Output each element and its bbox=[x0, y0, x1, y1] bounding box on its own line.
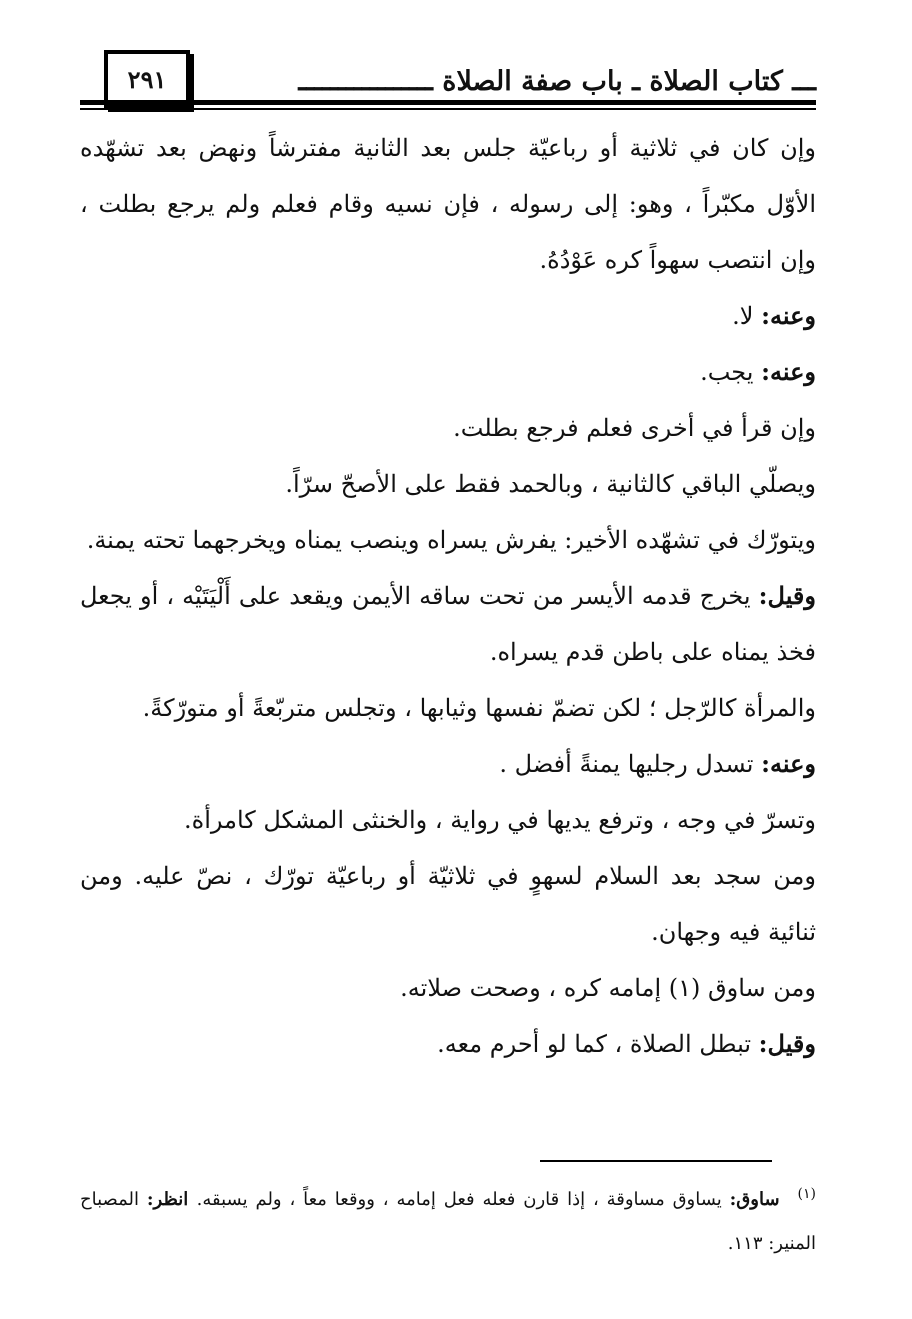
paragraph: ومن سجد بعد السلام لسهوٍ في ثلاثيّة أو رباعيّة تورّك ، نصّ عليه. ومن ثنائية فيه وجهان. bbox=[80, 862, 816, 946]
paragraph: والمرأة كالرّجل ؛ لكن تضمّ نفسها وثيابها ، وتجلس متربّعةً أو متورّكةً. bbox=[142, 694, 816, 722]
header-rule bbox=[80, 100, 816, 105]
footnote-lead: ساوق: bbox=[729, 1189, 780, 1210]
page-number: ٢٩١ bbox=[104, 50, 190, 108]
footnote-marker: (١) bbox=[797, 1186, 816, 1202]
paragraph: وعنه: يجب. bbox=[700, 357, 816, 386]
footnote-ref-text: المصباح المنير: ١١٣. bbox=[80, 1189, 816, 1254]
paragraph: وقيل: تبطل الصلاة ، كما لو أحرم معه. bbox=[437, 1029, 816, 1058]
paragraph: ويصلّي الباقي كالثانية ، وبالحمد فقط على الأصحّ سرّاً. bbox=[285, 470, 816, 498]
footnote-ref-lead: انظر: bbox=[146, 1189, 197, 1210]
paragraph: وإن قرأ في أخرى فعلم فرجع بطلت. bbox=[453, 414, 816, 442]
paragraph: وعنه: تسدل رجليها يمنةً أفضل . bbox=[499, 749, 816, 778]
paragraph: وعنه: لا. bbox=[732, 301, 816, 330]
paragraph: وقيل: يخرج قدمه الأيسر من تحت ساقه الأيمن ويقعد على أَلْيَتَيْه ، أو يجعل فخذ يمناه على باطن قدم يسراه. bbox=[80, 581, 816, 666]
paragraph: ويتورّك في تشهّده الأخير: يفرش يسراه وينصب يمناه ويخرجهما تحته يمنة. bbox=[86, 526, 816, 554]
header-rule-thin bbox=[80, 108, 816, 110]
footnote bbox=[80, 1172, 816, 1266]
running-header-title: ـــ كتاب الصلاة ـ باب صفة الصلاة ـــــــــــــــــ bbox=[298, 66, 816, 97]
paragraph: ومن ساوق (١) إمامه كره ، وصحت صلاته. bbox=[400, 974, 816, 1002]
footnote-text: يساوق مساوقة ، إذا قارن فعله فعل إمامه ، ووقعا معاً ، ولم يسبقه. bbox=[196, 1189, 730, 1210]
footnote-separator bbox=[540, 1160, 772, 1162]
paragraph: وتسرّ في وجه ، وترفع يديها في رواية ، والخنثى المشكل كامرأة. bbox=[183, 806, 816, 834]
main-text bbox=[80, 120, 816, 1072]
paragraph: وإن كان في ثلاثية أو رباعيّة جلس بعد الثانية مفترشاً ونهض بعد تشهّده الأوّل مكبّراً ، وهو: إلى رسوله ، فإن نسيه وقام فعلم ولم يرجع بطلت ، وإن انتصب سهواً كره عَوْدُهُ. bbox=[80, 134, 816, 274]
